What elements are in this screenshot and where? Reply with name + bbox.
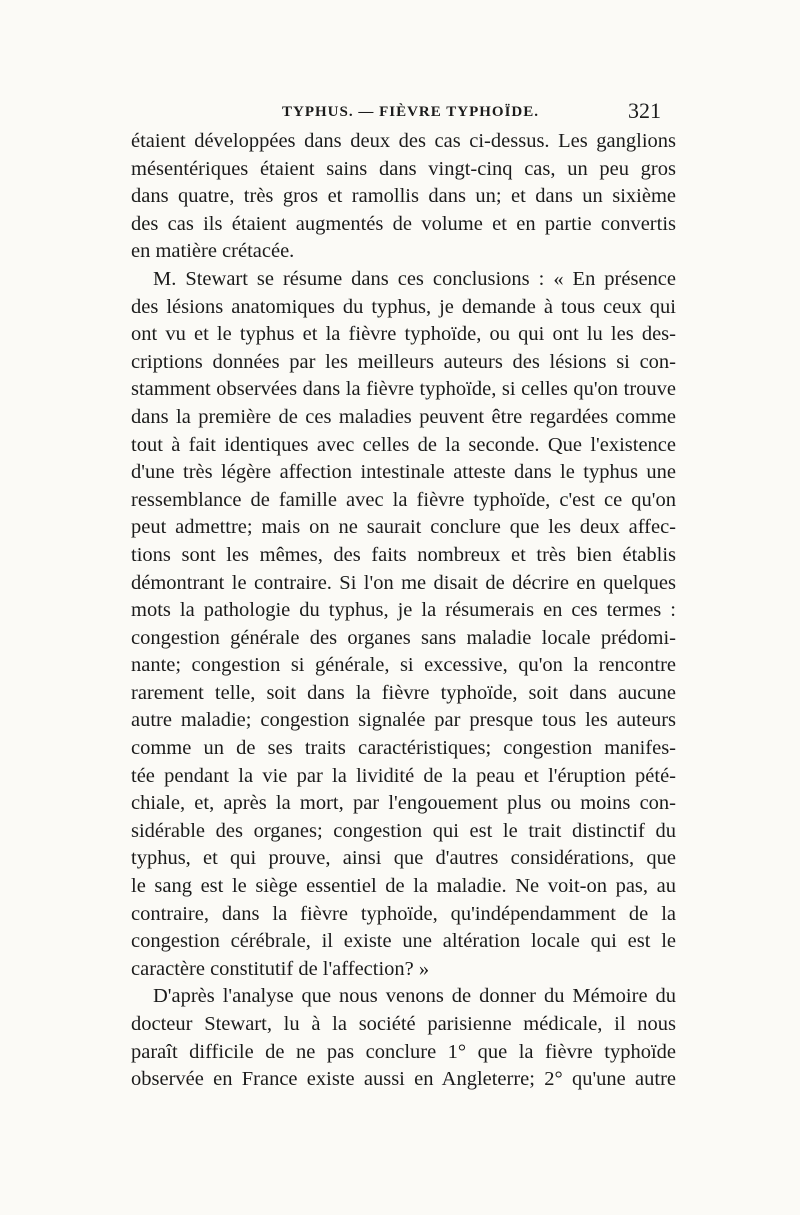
- text-line: ressemblance de famille avec la fièvre typhoïde, c'est ce qu'on: [131, 488, 676, 511]
- running-title: TYPHUS. — FIÈVRE TYPHOÏDE.: [282, 104, 540, 120]
- text-line: contraire, dans la fièvre typhoïde, qu'indépendamment de la: [131, 902, 676, 925]
- text-line: tions sont les mêmes, des faits nombreux et très bien établis: [131, 543, 676, 566]
- text-line: stamment observées dans la fièvre typhoïde, si celles qu'on trouve: [131, 378, 676, 401]
- text-line: tout à fait identiques avec celles de la seconde. Que l'existence: [131, 433, 676, 456]
- text-line: congestion générale des organes sans maladie locale prédomi-: [131, 626, 676, 649]
- text-line: mésentériques étaient sains dans vingt-cinq cas, un peu gros: [131, 157, 676, 180]
- text-line: M. Stewart se résume dans ces conclusions : « En présence: [153, 267, 676, 290]
- text-line: des cas ils étaient augmentés de volume et en partie convertis: [131, 212, 676, 235]
- text-line: D'après l'analyse que nous venons de donner du Mémoire du: [153, 985, 676, 1008]
- text-line: démontrant le contraire. Si l'on me disait de décrire en quelques: [131, 571, 676, 594]
- text-line: dans quatre, très gros et ramollis dans un; et dans un sixième: [131, 185, 676, 208]
- body-text: [131, 128, 676, 1094]
- text-line: chiale, et, après la mort, par l'engouement plus ou moins con-: [131, 792, 676, 815]
- text-line: congestion cérébrale, il existe une altération locale qui est le: [131, 930, 676, 953]
- text-line: tée pendant la vie par la lividité de la peau et l'éruption pété-: [131, 764, 676, 787]
- text-line: mots la pathologie du typhus, je la résumerais en ces termes :: [131, 599, 676, 622]
- text-line: des lésions anatomiques du typhus, je demande à tous ceux qui: [131, 295, 676, 318]
- text-line: ont vu et le typhus et la fièvre typhoïde, ou qui ont lu les des-: [131, 323, 676, 346]
- text-line: rarement telle, soit dans la fièvre typhoïde, soit dans aucune: [131, 681, 676, 704]
- text-line: sidérable des organes; congestion qui est le trait distinctif du: [131, 819, 676, 842]
- text-line: criptions données par les meilleurs auteurs des lésions si con-: [131, 350, 676, 373]
- text-line: d'une très légère affection intestinale atteste dans le typhus une: [131, 461, 676, 484]
- text-line: caractère constitutif de l'affection? »: [131, 957, 430, 980]
- text-line: autre maladie; congestion signalée par presque tous les auteurs: [131, 709, 676, 732]
- text-line: typhus, et qui prouve, ainsi que d'autres considérations, que: [131, 847, 676, 870]
- text-line: en matière crétacée.: [131, 240, 295, 263]
- text-line: docteur Stewart, lu à la société parisienne médicale, il nous: [131, 1013, 676, 1035]
- page-number: 321: [628, 98, 661, 123]
- text-line: dans la première de ces maladies peuvent être regardées comme: [131, 405, 676, 428]
- text-line: paraît difficile de ne pas conclure 1° que la fièvre typhoïde: [131, 1040, 676, 1063]
- text-line: étaient développées dans deux des cas ci-dessus. Les ganglions: [131, 130, 676, 152]
- text-line: nante; congestion si générale, si excessive, qu'on la rencontre: [131, 654, 676, 677]
- text-line: comme un de ses traits caractéristiques; congestion manifes-: [131, 737, 676, 760]
- text-line: le sang est le siège essentiel de la maladie. Ne voit-on pas, au: [131, 875, 676, 898]
- running-head: [0, 98, 800, 128]
- text-line: peut admettre; mais on ne saurait conclure que les deux affec-: [131, 516, 676, 539]
- text-line: observée en France existe aussi en Angleterre; 2° qu'une autre: [131, 1068, 676, 1091]
